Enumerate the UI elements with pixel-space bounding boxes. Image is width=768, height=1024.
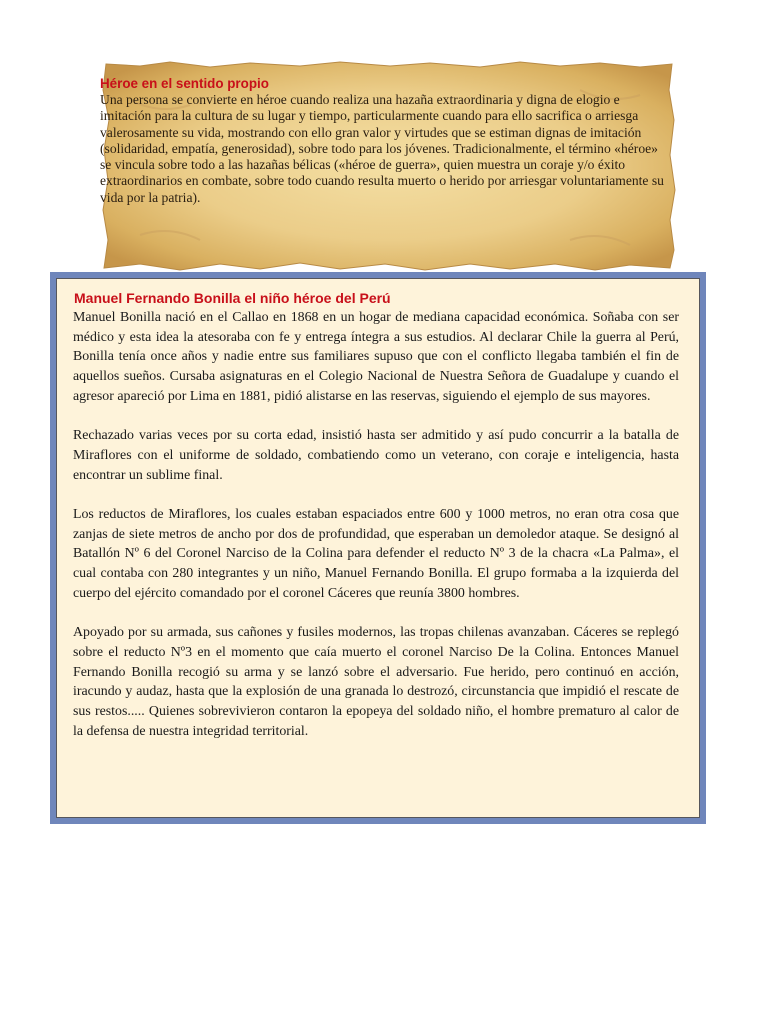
scroll-title: Héroe en el sentido propio — [100, 76, 269, 91]
article-title: Manuel Fernando Bonilla el niño héroe del Perú — [74, 290, 391, 306]
article-paragraph: Apoyado por su armada, sus cañones y fusiles modernos, las tropas chilenas avanzaban. Cáceres se replegó sobre el reducto Nº3 en el momento que caía muerto el coronel Narciso De la Colina. Entonces Manuel Fernando Bonilla recogió su arma y se lanzó sobre el adversario. Fue herido, pero continuó en acción, iracundo y audaz, hasta que la explosión de una granada lo destrozó, circunstancia que impidió el rescate de sus restos..... Quienes sobrevivieron contaron la epopeya del soldado niño, el hombre prematuro al calor de la defensa de nuestra integridad territorial. — [73, 625, 679, 739]
article-body — [73, 308, 679, 761]
article-paragraph: Los reductos de Miraflores, los cuales estaban espaciados entre 600 y 1000 metros, no eran otra cosa que zanjas de siete metros de ancho por dos de profundidad, que esperaban un demoledor ataque. Se designó al Batallón Nº 6 del Coronel Narciso de la Colina para defender el reducto Nº 3 de la chacra «La Palma», el cual contaba con 280 integrantes y un niño, Manuel Fernando Bonilla. El grupo formaba a la izquierda del cuerpo del ejército comandado por el coronel Cáceres que reunía 3800 hombres. — [73, 507, 679, 601]
article-paragraph: Manuel Bonilla nació en el Callao en 1868 en un hogar de mediana capacidad económica. Soñaba con ser médico y esta idea la atesoraba con fe y entrega íntegra a sus estudios. Al declarar Chile la guerra al Perú, Bonilla tenía once años y nadie entre sus familiares supuso que con el conflicto llegaba también el fin de aquellos sueños. Cursaba asignaturas en el Colegio Nacional de Nuestra Señora de Guadalupe y cuando el agresor apareció por Lima en 1881, pidió alistarse en las reservas, siguiendo el ejemplo de sus mayores. — [73, 310, 679, 404]
scroll-content — [100, 75, 668, 206]
article-paragraph: Rechazado varias veces por su corta edad, insistió hasta ser admitido y así pudo concurrir a la batalla de Miraflores con el uniforme de soldado, combatiendo como un veterano, con coraje e inteligencia, hasta encontrar un sublime final. — [73, 428, 679, 483]
scroll-text: Una persona se convierte en héroe cuando realiza una hazaña extraordinaria y digna de elogio e imitación para la cultura de su lugar y tiempo, particularmente cuando para ello sacrifica o arriesga valerosamente su vida, mostrando con ello gran valor y virtudes que se estiman dignas de imitación (solidaridad, empatía, generosidad), sobre todo para los jóvenes. Tradicionalmente, el término «héroe» se vincula sobre todo a las hazañas bélicas («héroe de guerra», quien muestra un coraje y/o éxito extraordinarios en combate, sobre todo cuando resulta muerto o herido por arriesgar voluntariamente su vida por la patria). — [100, 92, 664, 205]
